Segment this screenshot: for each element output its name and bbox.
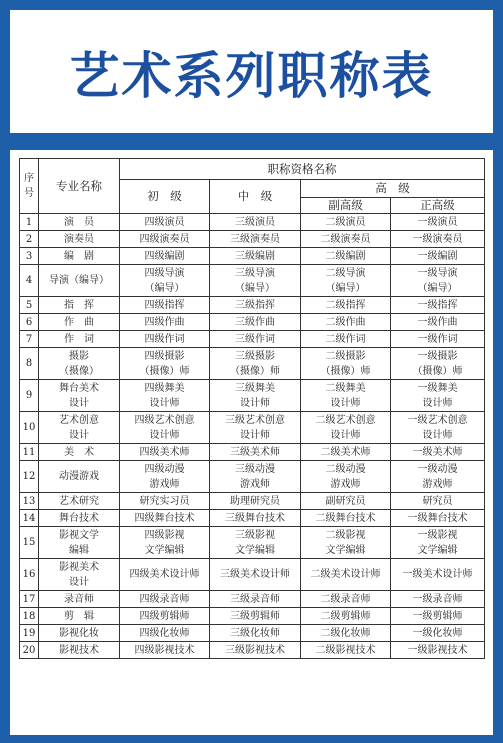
- cell-seq: 1: [20, 214, 39, 231]
- cell-deputy: 二级演奏员: [301, 231, 391, 248]
- table-row: [20, 444, 485, 461]
- cell-major: 作 词: [39, 331, 120, 348]
- cell-middle: 三级美术师: [210, 444, 301, 461]
- cell-middle: 三级导演 （编导）: [210, 265, 301, 297]
- cell-junior: 四级演员: [120, 214, 210, 231]
- cell-seq: 14: [20, 510, 39, 527]
- cell-full: 一级编剧: [391, 248, 485, 265]
- table-row: [20, 461, 485, 493]
- cell-deputy: 二级作曲: [301, 314, 391, 331]
- cell-middle: 三级动漫 游戏师: [210, 461, 301, 493]
- cell-junior: 四级美术师: [120, 444, 210, 461]
- cell-major: 编 剧: [39, 248, 120, 265]
- cell-deputy: 二级舞台技术: [301, 510, 391, 527]
- cell-full: 一级摄影 （摄像）师: [391, 348, 485, 380]
- cell-seq: 20: [20, 642, 39, 659]
- table-row: [20, 642, 485, 659]
- header-full-senior: 正高级: [391, 198, 485, 214]
- header-major: 专业名称: [39, 159, 120, 214]
- cell-major: 影视技术: [39, 642, 120, 659]
- table-row: [20, 527, 485, 559]
- cell-middle: 三级录音师: [210, 591, 301, 608]
- cell-deputy: 二级导演 （编导）: [301, 265, 391, 297]
- cell-deputy: 二级美术设计师: [301, 559, 391, 591]
- cell-full: 一级导演 （编导）: [391, 265, 485, 297]
- cell-deputy: 二级影视 文学编辑: [301, 527, 391, 559]
- cell-full: 一级作词: [391, 331, 485, 348]
- cell-full: 一级动漫 游戏师: [391, 461, 485, 493]
- cell-middle: 三级舞台技术: [210, 510, 301, 527]
- cell-junior: 四级摄影 （摄像）师: [120, 348, 210, 380]
- cell-seq: 2: [20, 231, 39, 248]
- table-row: [20, 591, 485, 608]
- cell-middle: 三级影视技术: [210, 642, 301, 659]
- cell-major: 指 挥: [39, 297, 120, 314]
- cell-deputy: 二级编剧: [301, 248, 391, 265]
- cell-major: 演 员: [39, 214, 120, 231]
- cell-major: 动漫游戏: [39, 461, 120, 493]
- cell-full: 一级指挥: [391, 297, 485, 314]
- cell-junior: 四级美术设计师: [120, 559, 210, 591]
- cell-full: 一级演员: [391, 214, 485, 231]
- cell-junior: 四级舞台技术: [120, 510, 210, 527]
- cell-deputy: 二级演员: [301, 214, 391, 231]
- cell-full: 一级舞台技术: [391, 510, 485, 527]
- table-row: [20, 348, 485, 380]
- cell-deputy: 二级美术师: [301, 444, 391, 461]
- table-row: [20, 380, 485, 412]
- table-row: [20, 214, 485, 231]
- cell-major: 艺术创意 设计: [39, 412, 120, 444]
- cell-major: 演奏员: [39, 231, 120, 248]
- cell-full: 一级美术师: [391, 444, 485, 461]
- cell-middle: 三级舞美 设计师: [210, 380, 301, 412]
- cell-deputy: 二级录音师: [301, 591, 391, 608]
- cell-major: 舞台技术: [39, 510, 120, 527]
- table-body: [20, 214, 485, 659]
- header-deputy-senior: 副高级: [301, 198, 391, 214]
- cell-junior: 四级指挥: [120, 297, 210, 314]
- cell-major: 剪 辑: [39, 608, 120, 625]
- cell-full: 一级剪辑师: [391, 608, 485, 625]
- table-row: [20, 248, 485, 265]
- cell-junior: 四级影视 文学编辑: [120, 527, 210, 559]
- cell-deputy: 二级艺术创意 设计师: [301, 412, 391, 444]
- cell-seq: 7: [20, 331, 39, 348]
- cell-full: 一级影视技术: [391, 642, 485, 659]
- cell-junior: 四级化妆师: [120, 625, 210, 642]
- cell-major: 舞台美术 设计: [39, 380, 120, 412]
- header-qualification: 职称资格名称: [120, 159, 485, 180]
- cell-seq: 11: [20, 444, 39, 461]
- table-row: [20, 314, 485, 331]
- cell-deputy: 二级摄影 （摄像）师: [301, 348, 391, 380]
- cell-deputy: 二级舞美 设计师: [301, 380, 391, 412]
- cell-seq: 9: [20, 380, 39, 412]
- cell-full: 一级影视 文学编辑: [391, 527, 485, 559]
- cell-major: 美 术: [39, 444, 120, 461]
- cell-full: 一级美术设计师: [391, 559, 485, 591]
- cell-major: 影视文学 编辑: [39, 527, 120, 559]
- table-row: [20, 265, 485, 297]
- cell-seq: 4: [20, 265, 39, 297]
- cell-junior: 四级剪辑师: [120, 608, 210, 625]
- cell-junior: 四级舞美 设计师: [120, 380, 210, 412]
- cell-deputy: 二级化妆师: [301, 625, 391, 642]
- cell-seq: 19: [20, 625, 39, 642]
- table-row: [20, 331, 485, 348]
- table-card: [10, 150, 493, 735]
- cell-full: 一级艺术创意 设计师: [391, 412, 485, 444]
- cell-middle: 三级艺术创意 设计师: [210, 412, 301, 444]
- cell-middle: 三级作词: [210, 331, 301, 348]
- cell-full: 一级录音师: [391, 591, 485, 608]
- cell-deputy: 二级动漫 游戏师: [301, 461, 391, 493]
- header-seq: 序号: [20, 159, 39, 214]
- cell-junior: 四级作曲: [120, 314, 210, 331]
- cell-deputy: 二级指挥: [301, 297, 391, 314]
- cell-middle: 三级化妆师: [210, 625, 301, 642]
- table-row: [20, 231, 485, 248]
- cell-deputy: 二级影视技术: [301, 642, 391, 659]
- cell-deputy: 二级剪辑师: [301, 608, 391, 625]
- cell-middle: 三级剪辑师: [210, 608, 301, 625]
- cell-middle: 助理研究员: [210, 493, 301, 510]
- table-row: [20, 297, 485, 314]
- cell-seq: 18: [20, 608, 39, 625]
- cell-middle: 三级作曲: [210, 314, 301, 331]
- cell-deputy: 二级作词: [301, 331, 391, 348]
- cell-seq: 12: [20, 461, 39, 493]
- cell-seq: 5: [20, 297, 39, 314]
- table-row: [20, 412, 485, 444]
- cell-junior: 四级录音师: [120, 591, 210, 608]
- cell-major: 作 曲: [39, 314, 120, 331]
- cell-full: 一级作曲: [391, 314, 485, 331]
- cell-deputy: 副研究员: [301, 493, 391, 510]
- cell-middle: 三级演员: [210, 214, 301, 231]
- table-row: [20, 510, 485, 527]
- cell-junior: 四级影视技术: [120, 642, 210, 659]
- cell-middle: 三级影视 文学编辑: [210, 527, 301, 559]
- cell-middle: 三级编剧: [210, 248, 301, 265]
- cell-junior: 四级作词: [120, 331, 210, 348]
- cell-full: 一级演奏员: [391, 231, 485, 248]
- cell-middle: 三级指挥: [210, 297, 301, 314]
- cell-middle: 三级美术设计师: [210, 559, 301, 591]
- cell-junior: 研究实习员: [120, 493, 210, 510]
- cell-junior: 四级艺术创意 设计师: [120, 412, 210, 444]
- cell-major: 摄影 （摄像）: [39, 348, 120, 380]
- header-senior: 高 级: [301, 180, 485, 198]
- cell-seq: 6: [20, 314, 39, 331]
- cell-full: 一级舞美 设计师: [391, 380, 485, 412]
- cell-middle: 三级演奏员: [210, 231, 301, 248]
- cell-major: 导演（编导）: [39, 265, 120, 297]
- table-row: [20, 559, 485, 591]
- cell-seq: 17: [20, 591, 39, 608]
- cell-junior: 四级动漫 游戏师: [120, 461, 210, 493]
- cell-junior: 四级编剧: [120, 248, 210, 265]
- cell-junior: 四级导演 （编导）: [120, 265, 210, 297]
- cell-seq: 10: [20, 412, 39, 444]
- page-title: 艺术系列职称表: [69, 46, 434, 105]
- table-row: [20, 608, 485, 625]
- cell-seq: 13: [20, 493, 39, 510]
- cell-seq: 8: [20, 348, 39, 380]
- cell-seq: 15: [20, 527, 39, 559]
- cell-seq: 16: [20, 559, 39, 591]
- cell-major: 艺术研究: [39, 493, 120, 510]
- cell-major: 影视美术 设计: [39, 559, 120, 591]
- cell-middle: 三级摄影 （摄像）师: [210, 348, 301, 380]
- cell-seq: 3: [20, 248, 39, 265]
- cell-junior: 四级演奏员: [120, 231, 210, 248]
- title-table: [19, 158, 485, 659]
- table-row: [20, 493, 485, 510]
- table-row: [20, 625, 485, 642]
- cell-major: 影视化妆: [39, 625, 120, 642]
- title-card: [10, 10, 493, 133]
- header-middle: 中 级: [210, 180, 301, 214]
- cell-full: 一级化妆师: [391, 625, 485, 642]
- cell-major: 录音师: [39, 591, 120, 608]
- header-junior: 初 级: [120, 180, 210, 214]
- cell-full: 研究员: [391, 493, 485, 510]
